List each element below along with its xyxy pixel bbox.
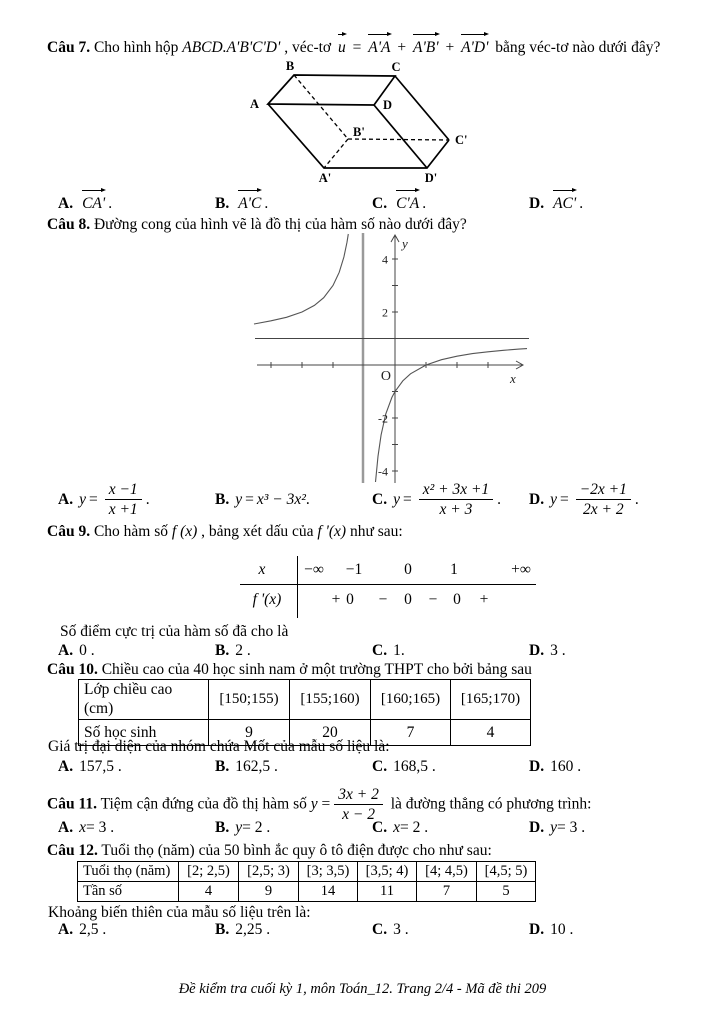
vertex-label-c: C <box>391 60 401 74</box>
value-cell: 4 <box>451 719 531 745</box>
value-cell: 7 <box>371 719 451 745</box>
var-y: y <box>393 491 400 509</box>
option-letter: A. <box>58 642 74 659</box>
option-letter: C. <box>372 642 388 659</box>
q10-option-c <box>372 757 529 776</box>
fraction <box>105 481 142 519</box>
var-y: y <box>235 491 243 509</box>
q11-answers <box>58 818 585 837</box>
q7-post-text: bằng véc-tơ nào dưới đây? <box>491 39 661 56</box>
var-y: y <box>310 795 318 813</box>
option-letter: A. <box>58 819 74 836</box>
q7-answers <box>58 194 583 213</box>
row-label-cell: Tần số <box>78 882 179 902</box>
q12-option-a <box>58 920 215 939</box>
solid-edges <box>268 75 449 168</box>
sign-value: 0 <box>346 591 354 608</box>
var-y: y <box>550 491 557 509</box>
q9-answers <box>58 641 566 660</box>
option-letter: C. <box>372 758 388 775</box>
value-cell: 9 <box>239 882 299 902</box>
option-value: 157,5 . <box>79 758 122 775</box>
answer-vector: C'A <box>396 195 420 212</box>
option-letter: D. <box>529 642 545 659</box>
denominator: 2x + 2 <box>583 501 624 519</box>
x-value: −∞ <box>304 561 324 578</box>
y-tick-label-4: 4 <box>382 252 388 267</box>
q7-option-a <box>58 194 215 213</box>
interval-cell: [2,5; 3) <box>239 862 299 882</box>
numerator: 3x + 2 <box>334 786 383 805</box>
denominator: x + 3 <box>439 501 473 519</box>
option-letter: B. <box>215 921 230 938</box>
option-letter: B. <box>215 195 230 212</box>
interval-cell: [2; 2,5) <box>179 862 239 882</box>
curve-left-branch <box>254 234 348 324</box>
option-value: 160 . <box>550 758 582 775</box>
header-cell: Tuổi thọ (năm) <box>78 862 179 882</box>
option-value: 2,25 . <box>235 921 271 938</box>
q12-stem: Khoảng biến thiên của mẫu số liệu trên là: <box>48 904 311 921</box>
option-letter: D. <box>529 758 545 775</box>
page-footer: Đề kiểm tra cuối kỳ 1, môn Toán_12. Trang 2/4 - Mã đề thi 209 <box>178 981 547 997</box>
question-9-label: Câu 9. <box>47 523 91 540</box>
option-letter: B. <box>215 758 230 775</box>
option-letter: A. <box>58 758 74 775</box>
sign-table-vertical-rule <box>297 556 298 618</box>
option-letter: C. <box>372 819 388 836</box>
q7-solid-name: ABCD.A'B'C'D' <box>182 39 281 56</box>
denominator: x +1 <box>108 501 138 519</box>
x-value: +∞ <box>511 561 531 578</box>
interval-cell: [3; 3,5) <box>299 862 358 882</box>
option-tail: . <box>422 195 427 212</box>
y-axis-label: y <box>402 236 408 251</box>
option-letter: C. <box>372 921 388 938</box>
sign-table <box>240 556 542 618</box>
q11-option-a <box>58 818 215 837</box>
sign-value: 0 <box>404 591 412 608</box>
interval-cell: [4; 4,5) <box>417 862 477 882</box>
option-letter: A. <box>58 491 74 509</box>
sign-value: − <box>428 591 438 608</box>
x-axis-label: x <box>510 371 516 386</box>
value-cell: 14 <box>299 882 358 902</box>
value-cell: 4 <box>179 882 239 902</box>
question-12-label: Câu 12. <box>47 842 98 859</box>
q10-stem: Giá trị đại diện của nhóm chứa Mốt của mẫu số liệu là: <box>48 738 390 755</box>
height-frequency-table <box>78 679 531 746</box>
fraction <box>576 481 631 519</box>
interval-cell: [155;160) <box>290 680 371 720</box>
q8-option-c <box>372 481 529 519</box>
answer-vector: A'C <box>238 195 262 212</box>
q12-option-c <box>372 920 529 939</box>
option-value: = 2 . <box>399 819 429 836</box>
question-9-text <box>47 522 403 541</box>
value-cell: 5 <box>477 882 536 902</box>
option-var: x <box>393 819 400 836</box>
vector-u: u <box>338 39 346 56</box>
parallelepiped-figure <box>243 58 475 190</box>
option-var: y <box>550 819 557 836</box>
interval-cell: [160;165) <box>371 680 451 720</box>
sign-table-fprime: f '(x) <box>252 591 282 608</box>
row-label-cell: Số học sinh <box>79 719 209 745</box>
question-8-label: Câu 8. <box>47 216 91 233</box>
q11-option-c <box>372 818 529 837</box>
q9-option-a <box>58 641 215 660</box>
q10-option-a <box>58 757 215 776</box>
q9-option-d <box>529 641 566 660</box>
question-8-text <box>47 215 467 234</box>
sign-table-var-x: x <box>258 561 266 578</box>
vector-a1d1: A'D' <box>461 39 489 56</box>
option-letter: A. <box>58 921 74 938</box>
option-value: 2,5 . <box>79 921 107 938</box>
table-header-row <box>79 680 531 720</box>
q12-option-d <box>529 920 573 939</box>
q9-option-b <box>215 641 372 660</box>
q7-option-c <box>372 194 529 213</box>
option-tail: . <box>145 491 150 509</box>
option-letter: D. <box>529 195 545 212</box>
q11-option-d <box>529 818 585 837</box>
option-tail: . <box>264 195 269 212</box>
q7-mid-text: , véc-tơ <box>280 39 335 56</box>
equals-sign: = <box>88 491 98 509</box>
q9-stem: Số điểm cực trị của hàm số đã cho là <box>60 623 289 640</box>
q11-text2: là đường thẳng có phương trình: <box>386 795 592 813</box>
interval-cell: [3,5; 4) <box>358 862 417 882</box>
sign-table-horizontal-rule <box>240 584 536 585</box>
value-cell: 9 <box>209 719 290 745</box>
question-10-text <box>47 660 532 679</box>
answer-vector: CA' <box>82 195 106 212</box>
interval-cell: [165;170) <box>451 680 531 720</box>
option-tail: . <box>108 195 113 212</box>
option-letter: D. <box>529 491 545 509</box>
battery-life-table <box>77 861 536 902</box>
plus-sign: + <box>397 39 407 56</box>
option-value: = 2 . <box>242 819 271 836</box>
equals-sign: = <box>559 491 569 509</box>
curve-right-branch <box>376 349 528 482</box>
q7-pre-text: Cho hình hộp <box>90 39 183 56</box>
question-10-label: Câu 10. <box>47 661 98 678</box>
vertex-label-d: D <box>383 98 393 112</box>
question-12-text <box>47 841 492 860</box>
q12-text: Tuổi thọ (năm) của 50 bình ắc quy ô tô điện được cho như sau: <box>97 842 492 859</box>
function-graph <box>253 233 535 485</box>
vertex-label-b: B <box>285 59 295 73</box>
numerator: x −1 <box>105 481 142 500</box>
option-value: 168,5 . <box>393 758 436 775</box>
denominator: x − 2 <box>342 806 375 824</box>
expression: x³ − 3x² <box>256 491 306 509</box>
header-cell: Lớp chiều cao (cm) <box>79 680 209 720</box>
option-letter: D. <box>529 921 545 938</box>
sign-value: + <box>479 591 489 608</box>
vertex-label-a: A <box>249 97 259 111</box>
option-value: 3 . <box>550 642 566 659</box>
vertex-label-a-prime: A' <box>318 171 332 185</box>
option-letter: A. <box>58 195 74 212</box>
option-value: 10 . <box>550 921 574 938</box>
option-letter: B. <box>215 491 230 509</box>
q9-option-c <box>372 641 529 660</box>
q11-text: Tiệm cận đứng của đồ thị hàm số <box>96 795 311 813</box>
origin-label: O <box>380 369 391 384</box>
f-prime-of-x: f '(x) <box>317 523 347 540</box>
numerator: x² + 3x +1 <box>419 481 493 500</box>
option-value: = 3 . <box>85 819 115 836</box>
f-of-x: f (x) <box>171 523 198 540</box>
q9-text3: như sau: <box>346 523 403 540</box>
y-tick-label-2: 2 <box>382 305 388 320</box>
question-7-text <box>47 38 660 57</box>
equals-sign: = <box>352 39 362 56</box>
interval-cell: [4,5; 5) <box>477 862 536 882</box>
fraction <box>419 481 493 519</box>
vector-a1a: A'A <box>368 39 391 56</box>
option-var: x <box>79 819 86 836</box>
option-tail: . <box>634 491 639 509</box>
plus-sign: + <box>445 39 455 56</box>
q12-answers <box>58 920 573 939</box>
value-cell: 11 <box>358 882 417 902</box>
option-letter: D. <box>529 819 545 836</box>
q10-answers <box>58 757 581 776</box>
var-y: y <box>79 491 86 509</box>
option-value: 162,5 . <box>235 758 278 775</box>
x-value: 0 <box>404 561 412 578</box>
q9-text2: , bảng xét dấu của <box>197 523 318 540</box>
sign-value: 0 <box>453 591 461 608</box>
q8-option-b <box>215 481 372 519</box>
question-11-label: Câu 11. <box>47 795 97 813</box>
y-tick-label-m2: -2 <box>378 411 388 426</box>
q10-option-d <box>529 757 581 776</box>
option-value: 2 . <box>235 642 251 659</box>
option-value: 0 . <box>79 642 95 659</box>
option-letter: B. <box>215 642 230 659</box>
x-value: −1 <box>345 561 363 578</box>
equals-sign: = <box>402 491 412 509</box>
q10-option-b <box>215 757 372 776</box>
option-value: 3 . <box>393 921 409 938</box>
q8-option-d <box>529 481 639 519</box>
q10-text: Chiều cao của 40 học sinh nam ở một trường THPT cho bởi bảng sau <box>97 661 532 678</box>
hidden-edges <box>294 75 449 168</box>
q8-text: Đường cong của hình vẽ là đồ thị của hàm số nào dưới đây? <box>90 216 467 233</box>
y-tick-label-m4: -4 <box>378 464 388 479</box>
q12-option-b <box>215 920 372 939</box>
value-cell: 20 <box>290 719 371 745</box>
option-tail: . <box>497 491 502 509</box>
vertex-label-d-prime: D' <box>424 171 438 185</box>
q7-option-b <box>215 194 372 213</box>
numerator: −2x +1 <box>576 481 631 500</box>
q7-option-d <box>529 194 583 213</box>
vertex-label-b-prime: B' <box>353 125 365 139</box>
interval-cell: [150;155) <box>209 680 290 720</box>
q8-option-a <box>58 481 215 519</box>
answer-vector: AC' <box>553 195 577 212</box>
option-letter: C. <box>372 195 388 212</box>
q8-answers <box>58 481 639 519</box>
option-var: y <box>235 819 243 836</box>
sign-value: + <box>331 591 341 608</box>
vector-a1b1: A'B' <box>413 39 439 56</box>
x-value: 1 <box>450 561 458 578</box>
option-letter: B. <box>215 819 230 836</box>
option-value: 1. <box>393 642 405 659</box>
option-letter: C. <box>372 491 388 509</box>
value-cell: 7 <box>417 882 477 902</box>
equals-sign: = <box>321 795 331 813</box>
question-7-label: Câu 7. <box>47 39 91 56</box>
option-value: = 3 . <box>556 819 586 836</box>
q9-text: Cho hàm số <box>90 523 172 540</box>
sign-value: − <box>378 591 388 608</box>
table-header-row <box>78 862 536 882</box>
equals-sign: = <box>245 491 254 509</box>
table-data-row <box>78 882 536 902</box>
vertex-label-c-prime: C' <box>455 133 468 147</box>
option-tail: . <box>305 491 310 509</box>
q11-option-b <box>215 818 372 837</box>
option-tail: . <box>579 195 584 212</box>
